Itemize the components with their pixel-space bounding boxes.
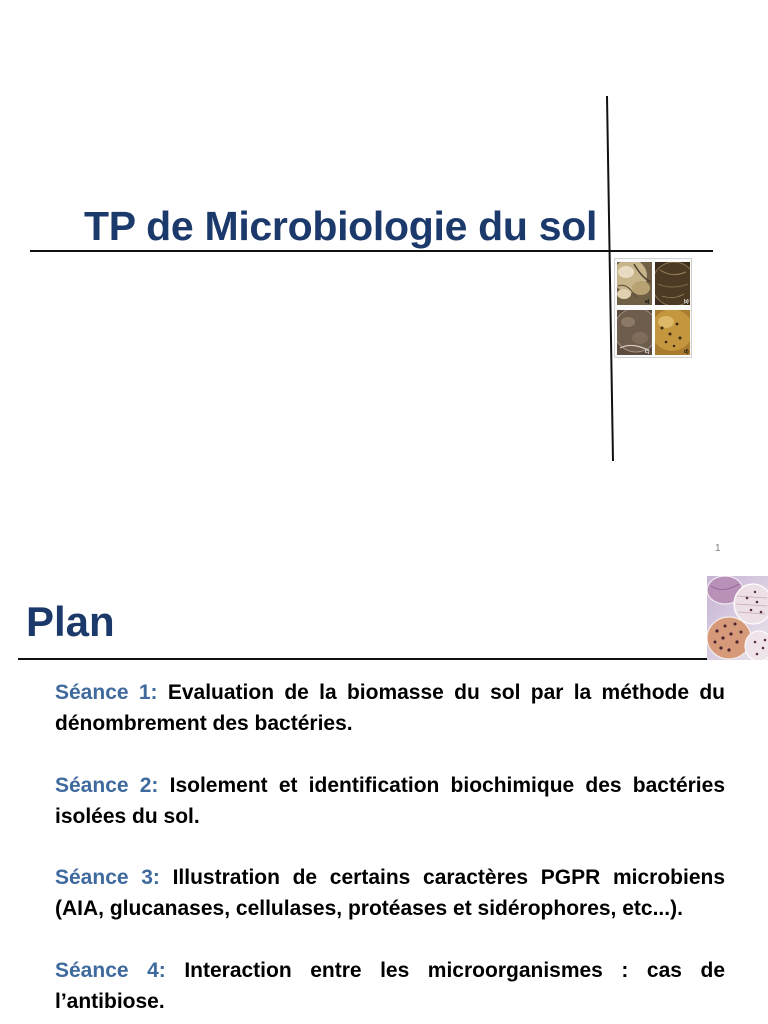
figure-label-d: d) — [684, 349, 689, 355]
seance-description: Isolement et identification biochimique des bactéries isolées du sol. — [55, 773, 725, 828]
plan-item-seance-2 — [55, 770, 725, 832]
seance-description: Interaction entre les microorganismes : cas de l’antibiose. — [55, 958, 725, 1013]
petri-dish-photo — [707, 576, 768, 660]
seance-label: Séance 2: — [55, 773, 159, 797]
petri-dish-photo-grid — [614, 258, 692, 358]
plan-item-seance-4 — [55, 955, 725, 1017]
slide-plan — [0, 570, 768, 1024]
seance-label: Séance 3: — [55, 866, 160, 889]
figure-label-b: b) — [684, 299, 689, 305]
page-number: 1 — [715, 543, 721, 554]
plan-list — [55, 677, 725, 1017]
figure-label-a: a) — [645, 299, 650, 305]
seance-description: Evaluation de la biomasse du sol par la méthode du dénombrement des bactéries. — [55, 681, 726, 735]
slide-title: Plan — [26, 598, 115, 645]
plan-item-seance-1 — [55, 677, 725, 739]
petri-dish-c — [614, 308, 658, 355]
seance-label: Séance 4: — [55, 958, 166, 982]
plan-item-seance-3 — [55, 862, 725, 924]
figure-label-c: c) — [645, 349, 650, 355]
seance-description: Illustration de certains caractères PGPR microbiens (AIA, glucanases, cellulases, protéases et sidérophores, etc...). — [55, 866, 726, 920]
slide-title: TP de Microbiologie du sol — [84, 203, 598, 249]
vertical-rule — [607, 96, 613, 461]
seance-label: Séance 1: — [55, 681, 158, 704]
